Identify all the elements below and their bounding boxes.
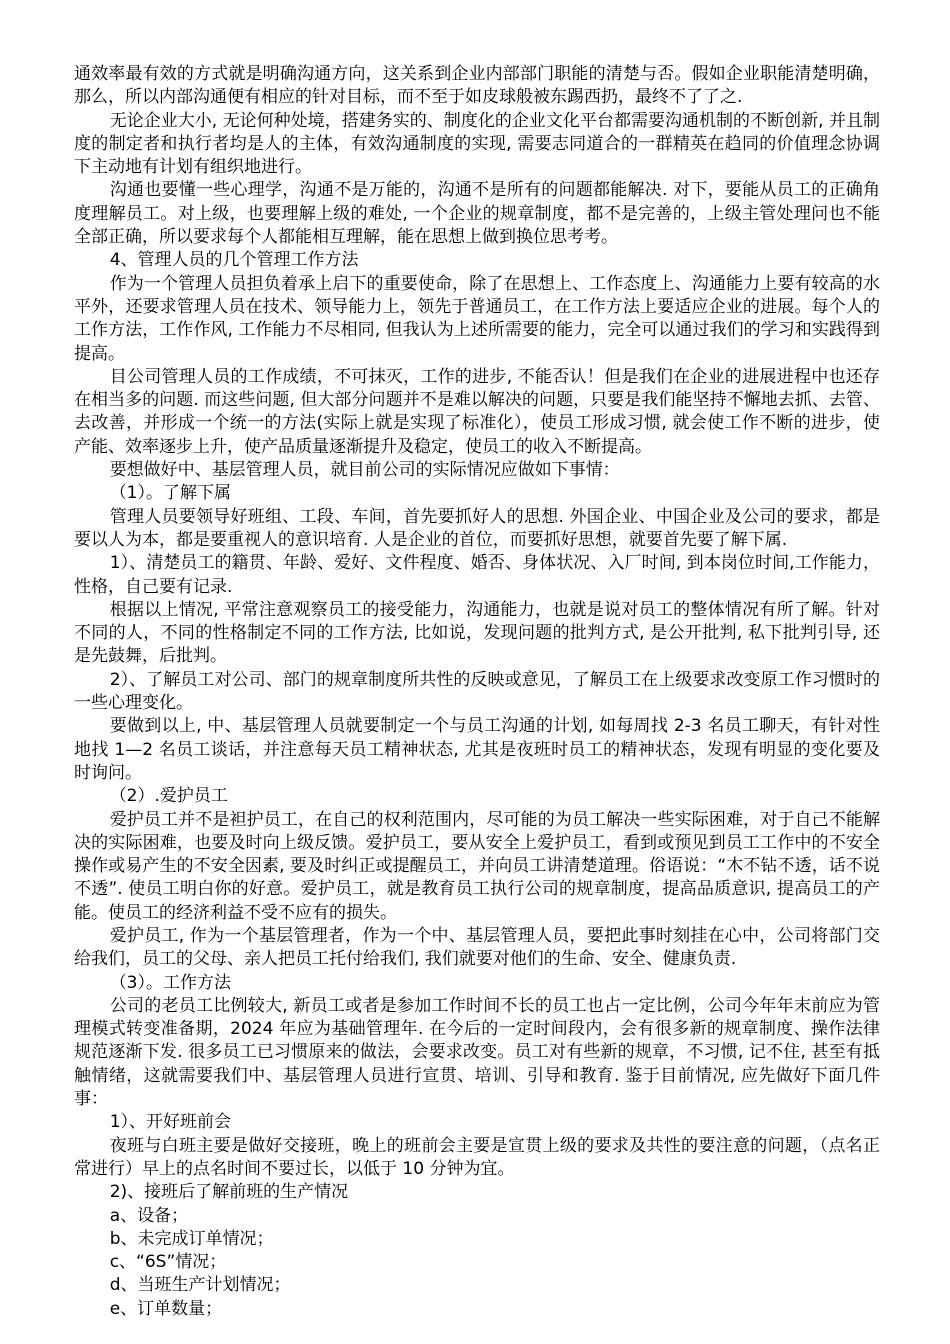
subheading-understand-subordinates: （1）。了解下属 <box>109 483 232 504</box>
list-item-equipment: a、设备； <box>109 1205 189 1226</box>
paragraph-staff-ratio: 公司的老员工比例较大, 新员工或者是参加工作时间不长的员工也占一定比例，公司今年年末前应为管理模式转变准备期，2024 年应为基础管理年. 在今后的一定时间段内，会有很多新的规章制度、操作法律规范逐渐下发. 很多员工已习惯原来的做法，会要求改变。员工对有些新的规章，不习惯, 记不住, 甚至有抵触情绪，这就需要我们中、基层管理人员进行宣贯、培训、引导和教育. 鉴于目前情况, 应先做好下面几件事： <box>74 995 880 1110</box>
paragraph-care-not-shield: 爱护员工并不是袒护员工，在自己的权利范围内，尽可能的为员工解决一些实际困难，对于自己不能解决的实际困难，也要及时向上级反馈。爱护员工，要从安全上爱护员工，看到或预见到员工工作中的不安全操作或易产生的不安全因素, 要及时纠正或提醒员工，并向员工讲清楚道理。俗语说：“木不钻不透，话不说不透”. 使员工明白你的好意。爱护员工，就是教育员工执行公司的规章制度，提高品质意识, 提高员工的产能。使员工的经济利益不受不应有的损失。 <box>74 809 880 923</box>
paragraph-manager-mission: 作为一个管理人员担负着承上启下的重要使命，除了在思想上、工作态度上、沟通能力上要有较高的水平外，还要求管理人员在技术、领导能力上，领先于普通员工，在工作方法上要适应企业的进展。每个人的工作方法，工作作风, 工作能力不尽相同, 但我认为上述所需要的能力，完全可以通过我们的学习和实践得到提高。 <box>74 273 880 364</box>
paragraph-communication-psychology: 沟通也要懂一些心理学，沟通不是万能的，沟通不是所有的问题都能解决. 对下，要能从员工的正确角度理解员工。对上级，也要理解上级的难处, 一个企业的规章制度，都不是完善的，上级主管处理问也不能全部正确，所以要求每个人都能相互理解，能在思想上做到换位思考考。 <box>74 180 880 248</box>
paragraph-care-responsibility: 爱护员工, 作为一个基层管理者，作为一个中、基层管理人员，要把此事时刻挂在心中，公司将部门交给我们，员工的父母、亲人把员工托付给我们, 我们就要对他们的生命、安全、健康负责. <box>74 925 880 970</box>
section-heading-4: 4、管理人员的几个管理工作方法 <box>109 250 359 271</box>
document-page <box>74 63 880 1321</box>
subheading-work-methods: （3）。工作方法 <box>109 972 232 993</box>
item-employee-feedback: 2）、了解员工对公司、部门的规章制度所共性的反映或意见，了解员工在上级要求改变原工作习惯时的一些心理变化。 <box>74 669 880 714</box>
list-item-production-plan: d、当班生产计划情况； <box>109 1275 291 1296</box>
item-previous-shift-status: 2)、接班后了解前班的生产情况 <box>109 1182 349 1203</box>
paragraph-communication-mechanism: 无论企业大小, 无论何种处境，搭建务实的、制度化的企业文化平台都需要沟通机制的不断创新, 并且制度的制定者和执行者均是人的主体，有效沟通制度的实现, 需要志同道合的一群精英在趋同的价值理念协调下主动地有计划有组织地进行。 <box>74 110 880 178</box>
list-item-6s: c、“6S”情况； <box>109 1252 227 1273</box>
item-shift-meeting: 1）、开好班前会 <box>109 1112 232 1133</box>
paragraph-shift-handover: 夜班与白班主要是做好交接班，晚上的班前会主要是宣贯上级的要求及共性的要注意的问题，（点名正常进行）早上的点名时间不要过长，以低于 10 分钟为宜。 <box>74 1135 880 1179</box>
item-employee-records: 1）、清楚员工的籍贯、年龄、爱好、文件程度、婚否、身体状况、入厂时间, 到本岗位时间,工作能力，性格，自己要有记录. <box>74 553 880 597</box>
paragraph-todo-intro: 要想做好中、基层管理人员，就目前公司的实际情况应做如下事情： <box>109 460 620 481</box>
paragraph-observe-employees: 根据以上情况, 平常注意观察员工的接受能力，沟通能力，也就是说对员工的整体情况有所了解。针对不同的人，不同的性格制定不同的工作方法, 比如说，发现问题的批判方式, 是公开批判, 私下批判引导, 还是先鼓舞，后批判。 <box>74 599 880 667</box>
list-item-order-quantity: e、订单数量； <box>109 1298 223 1319</box>
list-item-pending-orders: b、未完成订单情况； <box>109 1228 274 1249</box>
subheading-care-employees: （2）.爱护员工 <box>109 786 228 807</box>
paragraph-communication-direction: 通效率最有效的方式就是明确沟通方向，这关系到企业内部部门职能的清楚与否。假如企业职能清楚明确，那么，所以内部沟通便有相应的针对目标，而不至于如皮球般被东踢西扔，最终不了了之. <box>74 64 880 108</box>
paragraph-manager-achievements: 目公司管理人员的工作成绩，不可抹灭，工作的进步, 不能否认！但是我们在企业的进展进程中也还存在相当多的问题. 而这些问题, 但大部分问题并不是难以解决的问题，只要是我们能坚持不懈地去抓、去管、去改善，并形成一个统一的方法(实际上就是实现了标准化），使员工形成习惯, 就会使工作不断的进步，使产能、效率逐步上升，使产品质量逐渐提升及稳定，使员工的收入不断提高。 <box>74 366 880 457</box>
paragraph-communication-plan: 要做到以上, 中、基层管理人员就要制定一个与员工沟通的计划, 如每周找 2-3 名员工聊天，有针对性地找 1—2 名员工谈话，并注意每天员工精神状态, 尤其是夜班时员工的精神状态，发现有明显的变化要及时询问。 <box>74 716 880 783</box>
paragraph-lead-teams: 管理人员要领导好班组、工段、车间，首先要抓好人的思想. 外国企业、中国企业及公司的要求，都是要以人为本，都是要重视人的意识培育. 人是企业的首位，而要抓好思想，就要首先要了解下属. <box>74 506 880 550</box>
